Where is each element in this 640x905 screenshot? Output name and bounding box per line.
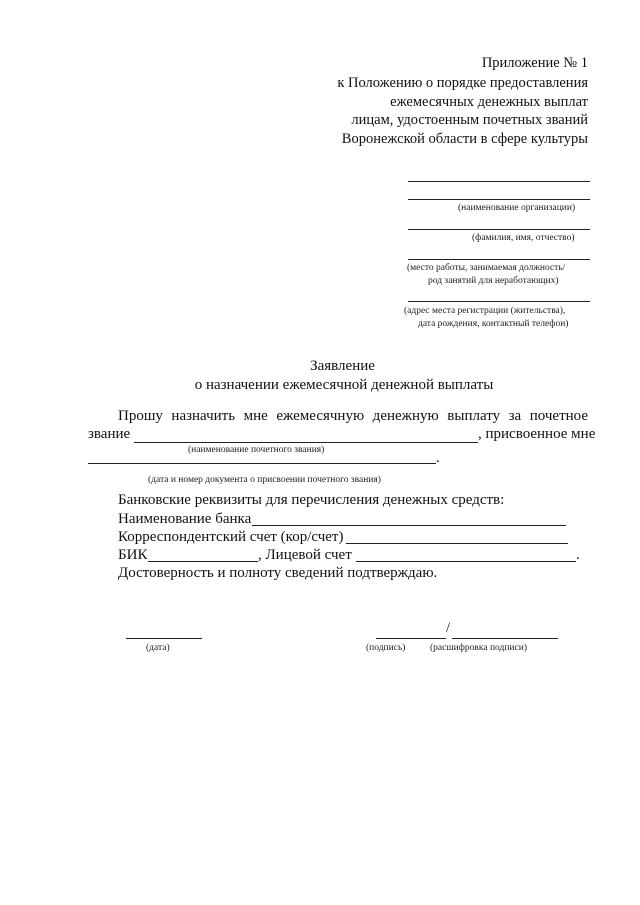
doc-title: Заявление — [310, 358, 375, 374]
address-caption-1: (адрес места регистрации (жительства), — [404, 306, 566, 316]
sign-caption: (подпись) — [366, 643, 406, 653]
date-caption: (дата) — [146, 643, 170, 653]
appendix-line-1: к Положению о порядке предоставления — [337, 75, 588, 91]
bank-details-heading: Банковские реквизиты для перечисления денежных средств: — [118, 492, 505, 508]
request-zvanie: звание — [88, 426, 131, 442]
confirm-text: Достоверность и полноту сведений подтверждаю. — [118, 565, 438, 581]
org-caption: (наименование организации) — [458, 203, 576, 213]
work-caption-1: (место работы, занимаемая должность/ — [407, 263, 566, 273]
honorary-title-field[interactable] — [134, 442, 478, 443]
fio-caption: (фамилия, имя, отчество) — [472, 233, 575, 243]
work-line — [408, 259, 590, 260]
doc-subtitle: о назначении ежемесячной денежной выплаты — [194, 377, 494, 393]
doc-caption: (дата и номер документа о присвоении почетного звания) — [148, 475, 381, 485]
date-field[interactable] — [126, 638, 202, 639]
personal-account-field[interactable] — [356, 561, 576, 562]
bank-name-label: Наименование банка — [118, 511, 252, 527]
decode-caption: (расшифровка подписи) — [430, 643, 527, 653]
work-caption-2: род занятий для неработающих) — [428, 276, 559, 286]
personal-account-period: . — [576, 547, 580, 563]
bik-label: БИК — [118, 547, 148, 563]
appendix-line-4: Воронежской области в сфере культуры — [341, 131, 588, 147]
appendix-line-2: ежемесячных денежных выплат — [390, 94, 588, 110]
org-line-1 — [408, 181, 590, 182]
corr-account-field[interactable] — [346, 543, 568, 544]
address-line — [408, 301, 590, 302]
bank-name-field[interactable] — [252, 525, 566, 526]
title-caption: (наименование почетного звания) — [188, 445, 325, 455]
signature-field[interactable] — [376, 638, 446, 639]
signature-slash: / — [446, 620, 451, 636]
bik-field[interactable] — [148, 561, 258, 562]
appendix-title: Приложение № 1 — [481, 55, 588, 71]
appendix-line-3: лицам, удостоенным почетных званий — [351, 112, 588, 128]
address-caption-2: дата рождения, контактный телефон) — [418, 319, 569, 329]
request-assigned: , присвоенное мне — [478, 426, 596, 442]
doc-number-period: . — [436, 450, 440, 466]
request-line-1: Прошу назначить мне ежемесячную денежную выплату за почетное — [118, 408, 588, 424]
corr-account-label: Корреспондентский счет (кор/счет) — [118, 529, 344, 545]
fio-line — [408, 229, 590, 230]
doc-number-field[interactable] — [88, 463, 436, 464]
signature-decode-field[interactable] — [452, 638, 558, 639]
personal-account-label: , Лицевой счет — [258, 547, 352, 563]
org-line-2 — [408, 199, 590, 200]
